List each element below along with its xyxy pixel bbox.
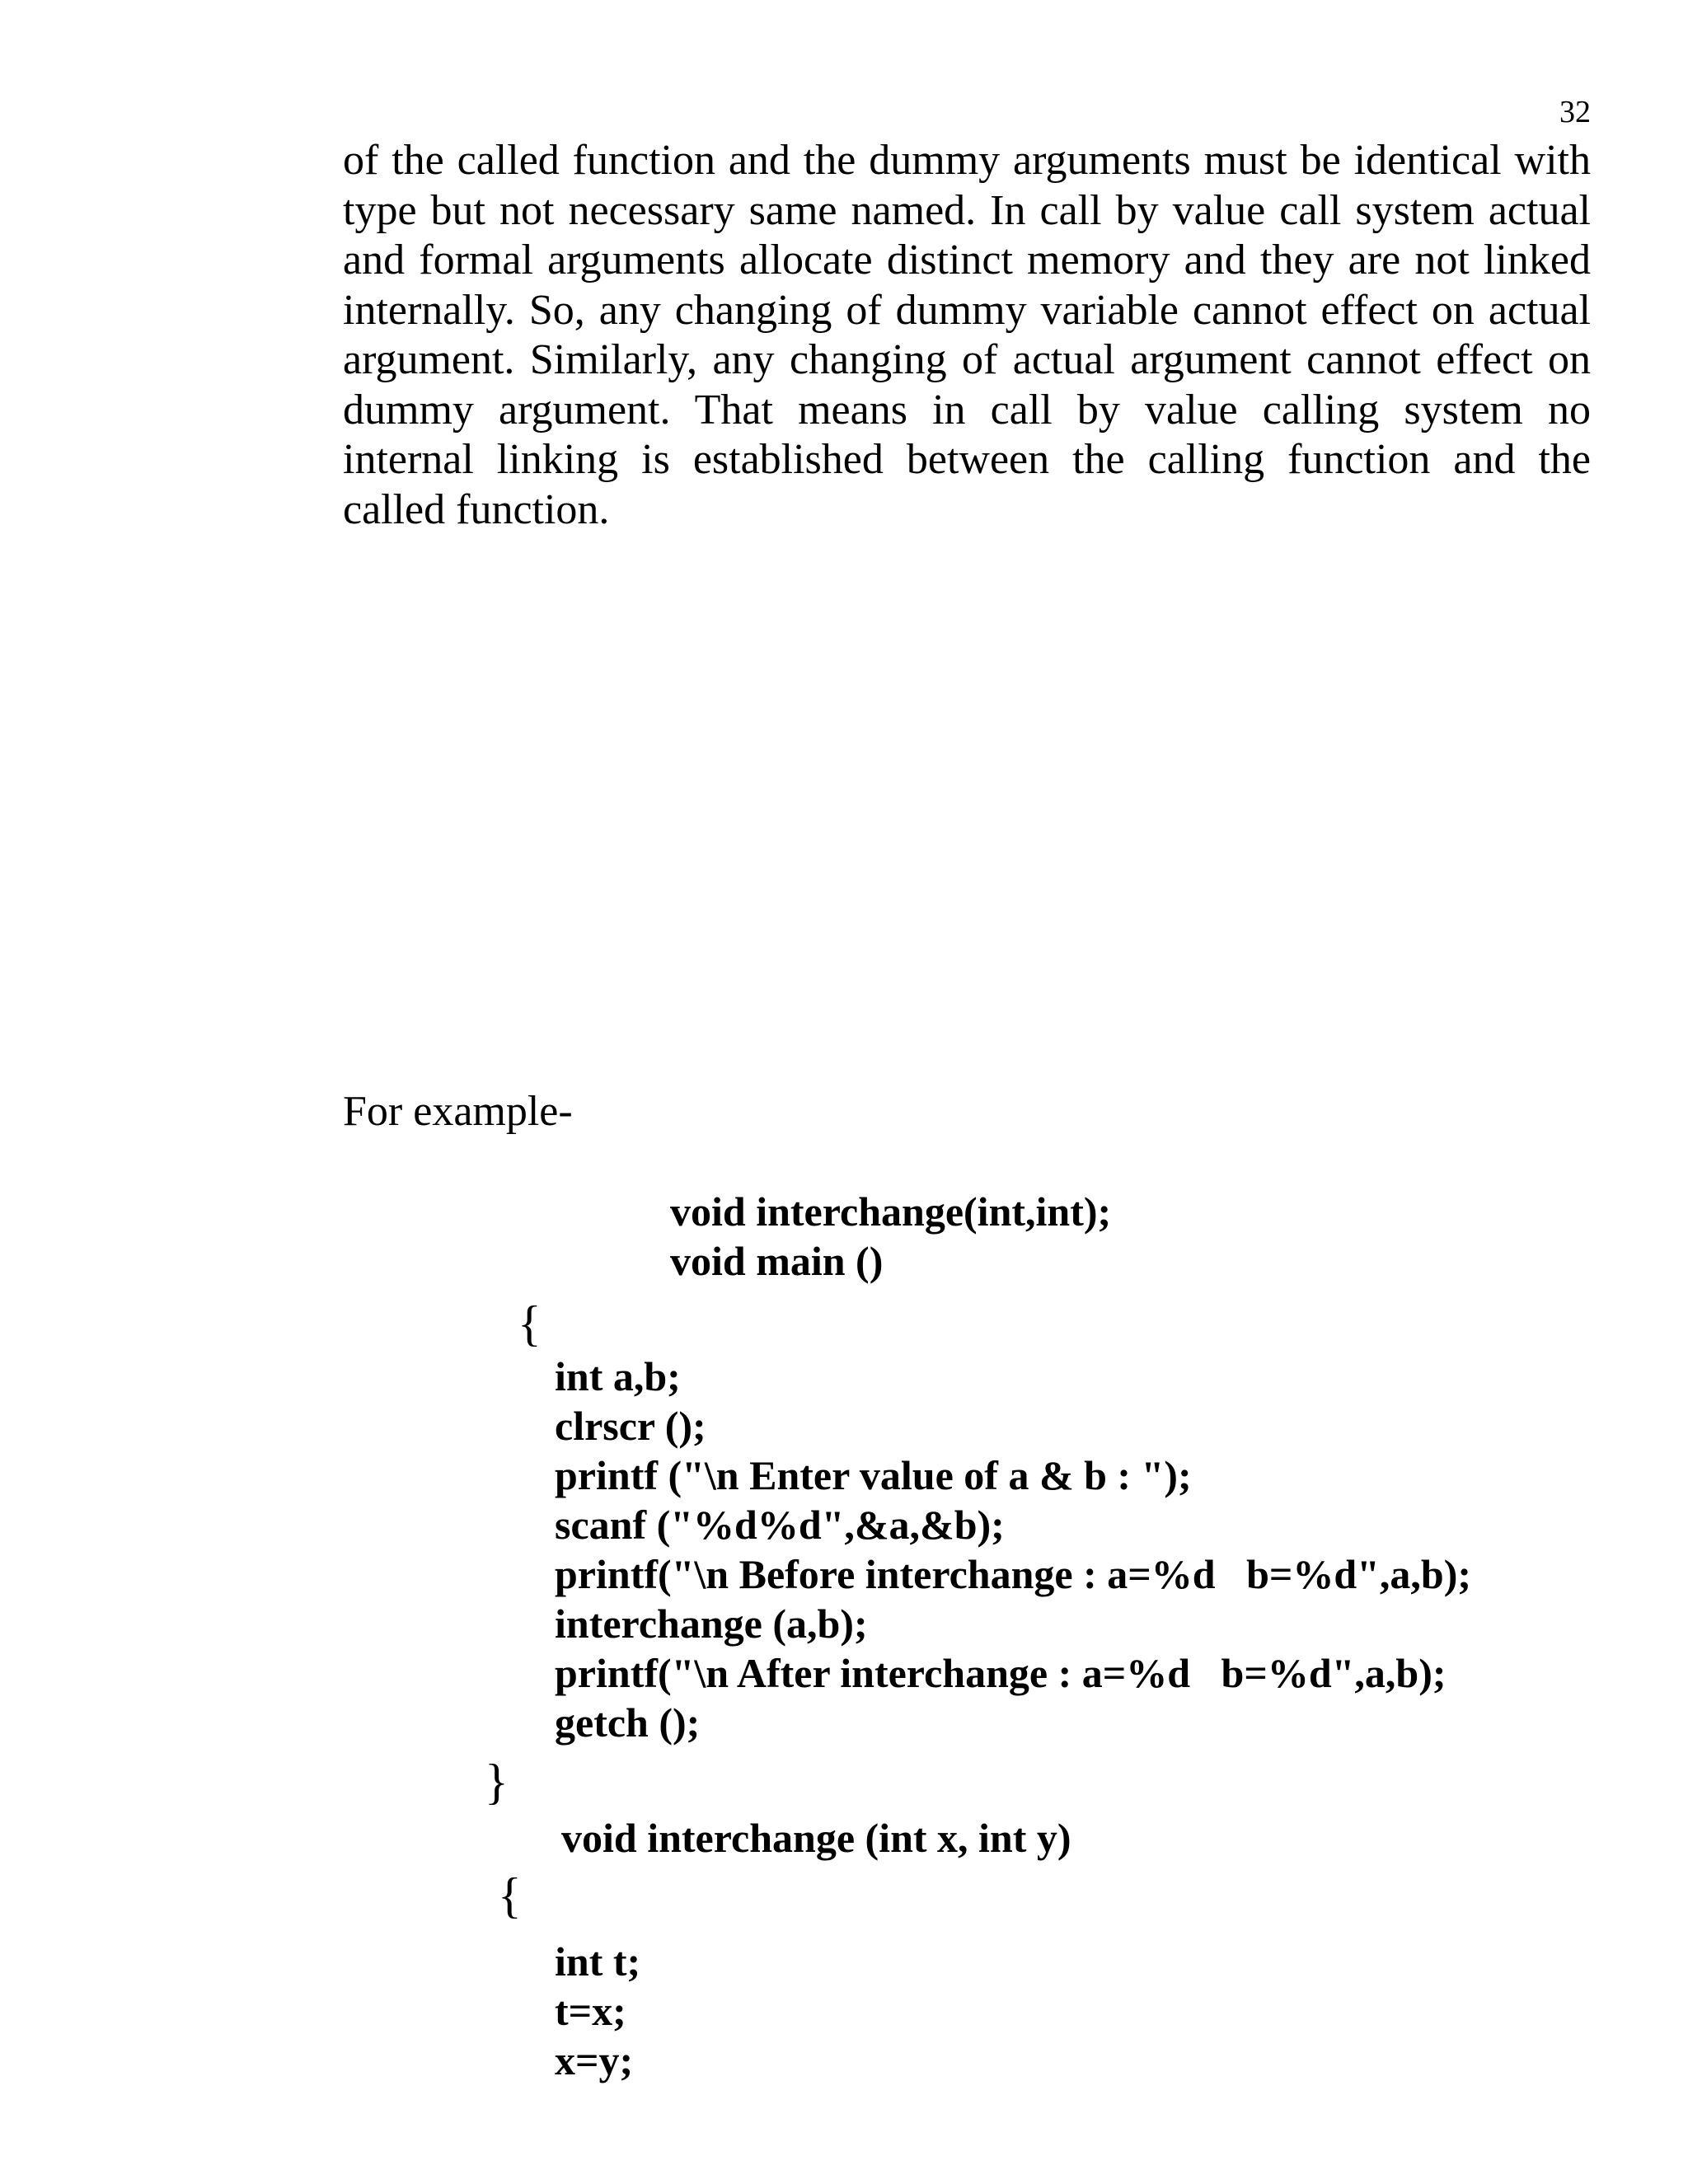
paragraph-line: argument. Similarly, any changing of actual argument cannot effect on (343, 336, 1591, 383)
code-line: interchange (a,b); (555, 1601, 868, 1647)
paragraph-line: and formal arguments allocate distinct memory and they are not linked (343, 237, 1591, 284)
code-line: printf("\n Before interchange : a=%d b=%d",a,b); (555, 1551, 1472, 1597)
code-main-header: void main () (670, 1238, 884, 1284)
paragraph-line: called function. (343, 485, 610, 533)
code-func-header: void interchange (int x, int y) (561, 1815, 1071, 1861)
code-open-brace-main: { (518, 1296, 542, 1351)
code-line: getch (); (555, 1699, 701, 1746)
code-line: t=x; (555, 1988, 626, 2034)
paragraph-line: type but not necessary same named. In call by value call system actual (343, 186, 1591, 234)
example-label: For example- (343, 1088, 573, 1135)
code-line: printf("\n After interchange : a=%d b=%d",a,b); (555, 1650, 1447, 1696)
paragraph-line: of the called function and the dummy arguments must be identical with (343, 137, 1591, 184)
code-line: int t; (555, 1938, 641, 1985)
code-line: clrscr (); (555, 1403, 706, 1449)
code-line: printf ("\n Enter value of a & b : "); (555, 1452, 1192, 1498)
paragraph-line: dummy argument. That means in call by value calling system no (343, 386, 1591, 434)
code-line: int a,b; (555, 1353, 681, 1399)
page-number: 32 (1559, 95, 1591, 129)
body-paragraph (343, 136, 1591, 535)
paragraph-line: internally. So, any changing of dummy variable cannot effect on actual (343, 286, 1591, 334)
code-close-brace-main: } (485, 1755, 509, 1809)
code-line: x=y; (555, 2037, 634, 2083)
code-open-brace-func: { (498, 1868, 522, 1923)
code-prototype-line: void interchange(int,int); (670, 1188, 1112, 1235)
code-line: scanf ("%d%d",&a,&b); (555, 1502, 1005, 1548)
paragraph-line: internal linking is established between the calling function and the (343, 436, 1591, 483)
